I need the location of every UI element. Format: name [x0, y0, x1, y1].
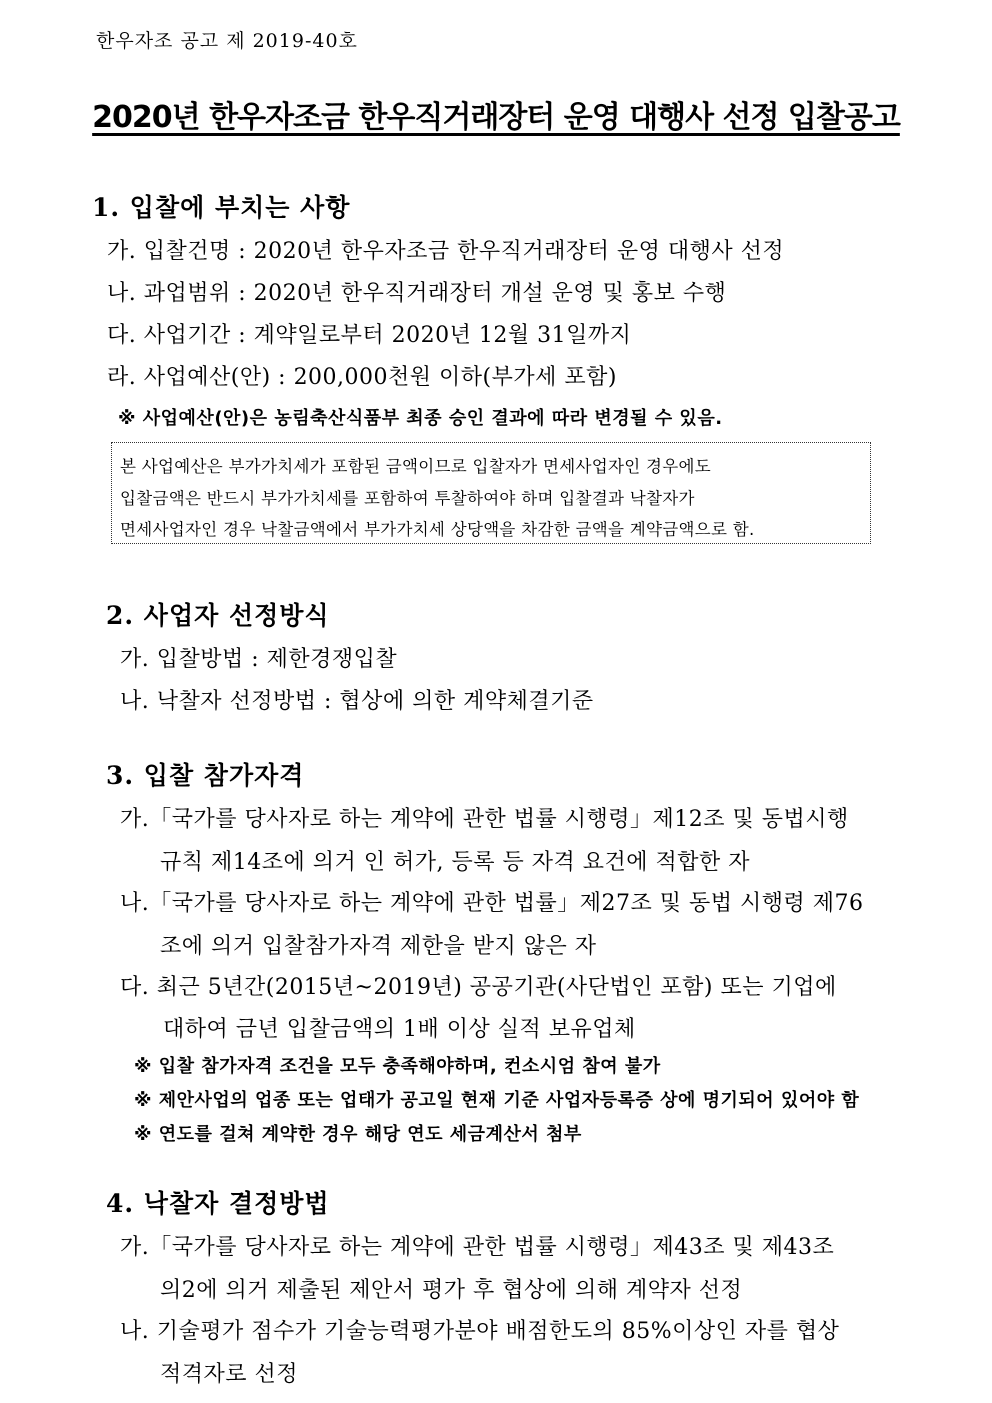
section-3-note: ※ 연도를 걸쳐 계약한 경우 해당 연도 세금계산서 첨부	[134, 1124, 582, 1145]
section-4-item-ga-cont: 의2에 의거 제출된 제안서 평가 후 협상에 의해 계약자 선정	[160, 1278, 743, 1303]
section-3-item-ga-cont: 규칙 제14조에 의거 인 허가, 등록 등 자격 요건에 적합한 자	[160, 850, 750, 875]
section-2-heading: 2. 사업자 선정방식	[106, 601, 330, 630]
budget-notice-line: 본 사업예산은 부가가치세가 포함된 금액이므로 입찰자가 면세사업자인 경우에도	[120, 457, 711, 476]
document-number: 한우자조 공고 제 2019-40호	[96, 30, 358, 52]
section-2-item-ga: 가. 입찰방법 : 제한경쟁입찰	[120, 647, 398, 672]
section-1-item-da: 다. 사업기간 : 계약일로부터 2020년 12월 31일까지	[107, 323, 632, 348]
section-2-item-na: 나. 낙찰자 선정방법 : 협상에 의한 계약체결기준	[120, 689, 594, 714]
section-1-item-ga: 가. 입찰건명 : 2020년 한우자조금 한우직거래장터 운영 대행사 선정	[107, 239, 785, 264]
section-3-item-na: 나.「국가를 당사자로 하는 계약에 관한 법률」제27조 및 동법 시행령 제76	[120, 891, 864, 916]
section-3-item-ga: 가.「국가를 당사자로 하는 계약에 관한 법률 시행령」제12조 및 동법시행	[120, 807, 849, 832]
section-3-item-na-cont: 조에 의거 입찰참가자격 제한을 받지 않은 자	[160, 934, 597, 959]
section-4-item-ga: 가.「국가를 당사자로 하는 계약에 관한 법률 시행령」제43조 및 제43조	[120, 1235, 835, 1260]
section-1-note: ※ 사업예산(안)은 농림축산식품부 최종 승인 결과에 따라 변경될 수 있음.	[118, 408, 723, 429]
section-3-item-da-cont: 대하여 금년 입찰금액의 1배 이상 실적 보유업체	[163, 1017, 636, 1042]
budget-notice-line: 입찰금액은 반드시 부가가치세를 포함하여 투찰하여야 하며 입찰결과 낙찰자가	[120, 489, 695, 508]
section-1-item-na: 나. 과업범위 : 2020년 한우직거래장터 개설 운영 및 홍보 수행	[107, 281, 727, 306]
section-4-item-na-cont: 적격자로 선정	[160, 1362, 299, 1387]
budget-notice-line: 면세사업자인 경우 낙찰금액에서 부가가치세 상당액을 차감한 금액을 계약금액으로 함.	[120, 520, 755, 539]
section-4-item-na: 나. 기술평가 점수가 기술능력평가분야 배점한도의 85%이상인 자를 협상	[120, 1319, 840, 1344]
section-1-heading: 1. 입찰에 부치는 사항	[92, 193, 351, 222]
section-4-heading: 4. 낙찰자 결정방법	[106, 1189, 330, 1218]
page-title: 2020년 한우자조금 한우직거래장터 운영 대행사 선정 입찰공고	[92, 100, 900, 135]
section-3-heading: 3. 입찰 참가자격	[106, 761, 305, 790]
section-1-item-ra: 라. 사업예산(안) : 200,000천원 이하(부가세 포함)	[107, 365, 617, 390]
section-3-note: ※ 입찰 참가자격 조건을 모두 충족해야하며, 컨소시엄 참여 불가	[134, 1056, 661, 1077]
section-3-note: ※ 제안사업의 업종 또는 업태가 공고일 현재 기준 사업자등록증 상에 명기되어 있어야 함	[134, 1090, 860, 1111]
budget-notice-box	[111, 442, 871, 544]
section-3-item-da: 다. 최근 5년간(2015년~2019년) 공공기관(사단법인 포함) 또는 기업에	[120, 975, 837, 1000]
